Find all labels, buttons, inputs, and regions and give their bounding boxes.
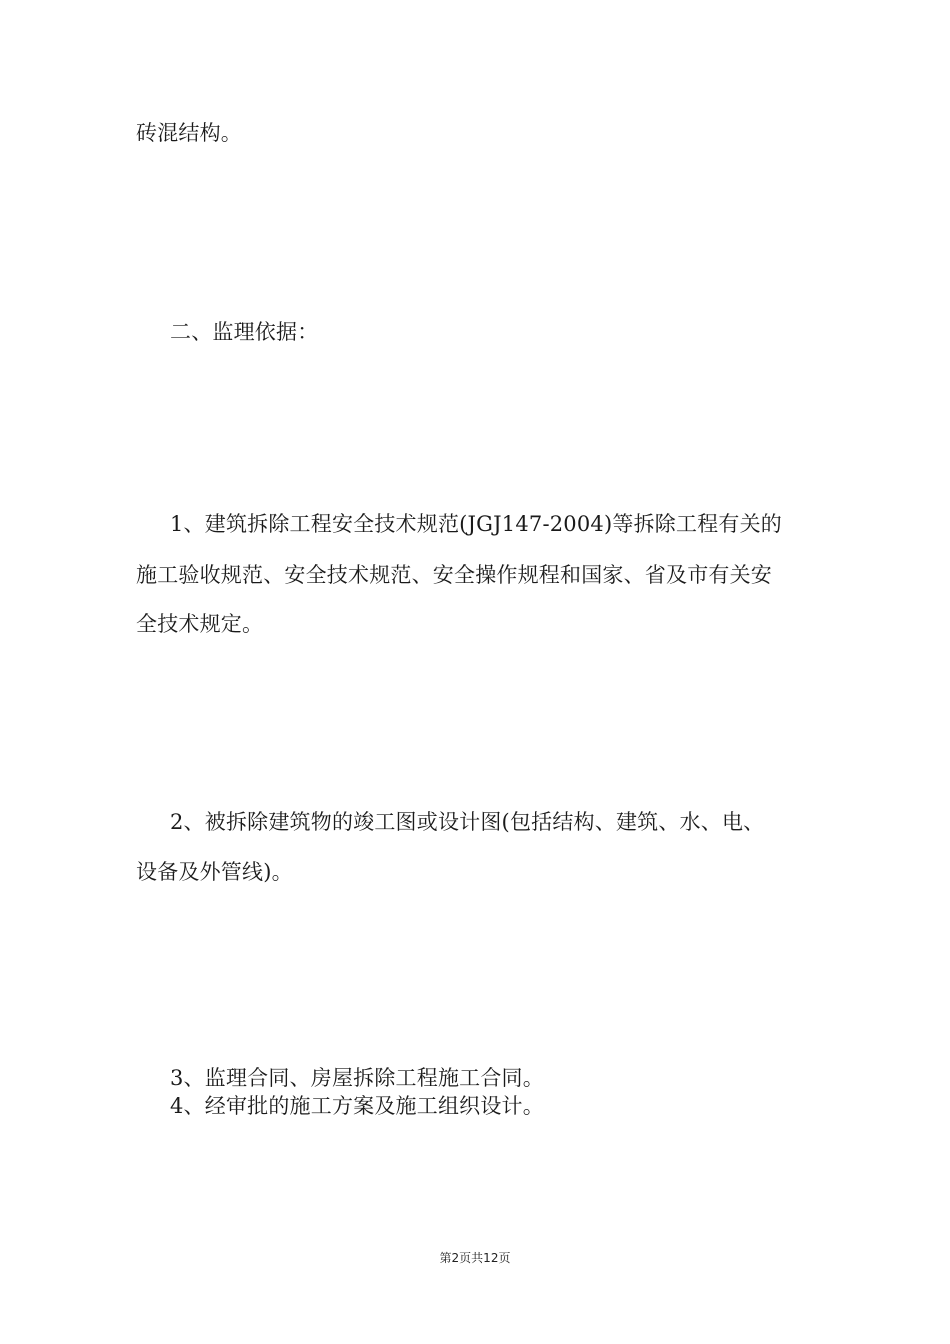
item-3-text: 3、监理合同、房屋拆除工程施工合同。 — [170, 1066, 544, 1090]
item-1-line-1: 1、建筑拆除工程安全技术规范(JGJ147-2004)等拆除工程有关的 — [170, 512, 782, 536]
item-2-line-2: 设备及外管线)。 — [136, 860, 293, 884]
page-number-footer: 第2页共12页 — [439, 1251, 511, 1265]
section-heading: 二、监理依据： — [170, 320, 319, 344]
item-1-line-3: 全技术规定。 — [136, 612, 264, 636]
item-1-line-2: 施工验收规范、安全技术规范、安全操作规程和国家、省及市有关安 — [136, 563, 772, 587]
item-4-text: 4、经审批的施工方案及施工组织设计。 — [170, 1094, 544, 1118]
item-2-line-1: 2、被拆除建筑物的竣工图或设计图(包括结构、建筑、水、电、 — [170, 810, 765, 834]
intro-tail-text: 砖混结构。 — [136, 121, 242, 145]
